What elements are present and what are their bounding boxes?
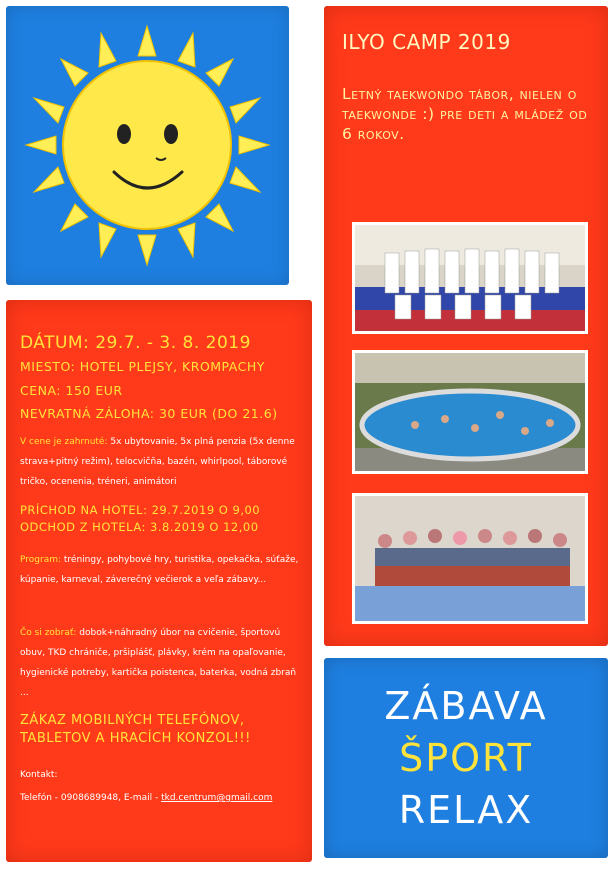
contact-label: Kontakt:: [20, 770, 58, 780]
slogan-fun: ZÁBAVA: [384, 684, 548, 728]
sun-panel: [6, 6, 289, 285]
included-paragraph: [20, 432, 302, 492]
contact-email-link[interactable]: tkd.centrum@gmail.com: [161, 793, 273, 803]
program-label: Program:: [20, 555, 62, 565]
photo-group-carnival: [352, 493, 588, 624]
slogan-sport: ŠPORT: [399, 736, 533, 780]
departure-time: ODCHOD Z HOTELA: 3.8.2019 O 12,00: [20, 520, 259, 534]
camp-price: CENA: 150 EUR: [20, 383, 123, 398]
program-text: tréningy, pohybové hry, turistika, opekačka, súťaže, kúpanie, karneval, záverečný večierok a veľa zábavy...: [20, 555, 299, 585]
camp-date: DÁTUM: 29.7. - 3. 8. 2019: [20, 333, 251, 353]
included-label: V cene je zahrnuté:: [20, 437, 108, 447]
left-eye: [117, 124, 131, 144]
camp-place: MIESTO: HOTEL PLEJSY, KROMPACHY: [20, 359, 265, 374]
contact-line: [20, 793, 272, 803]
program-paragraph: [20, 550, 302, 590]
photo-pool: [352, 350, 588, 474]
slogan-relax: RELAX: [398, 788, 534, 832]
contact-phone: Telefón - 0908689948, E-mail -: [20, 793, 159, 803]
camp-description: Letný taekwondo tábor, nielen o taekwonde :) pre deti a mládež od 6 rokov.: [342, 85, 588, 143]
bring-text: dobok+náhradný úbor na cvičenie, športovú obuv, TKD chrániče, pršiplášť, plávky, krém na opaľovanie, hygienické potreby, kartička poistenca, baterka, vodná zbraň ...: [20, 628, 297, 698]
bring-label: Čo si zobrať:: [20, 628, 77, 638]
right-eye: [164, 124, 178, 144]
device-ban-notice: ZÁKAZ MOBILNÝCH TELEFÓNOV, TABLETOV A HRACÍCH KONZOL!!!: [20, 713, 251, 746]
photo-group-taekwondo: [352, 222, 588, 334]
bring-paragraph: [20, 623, 302, 703]
camp-deposit: NEVRATNÁ ZÁLOHA: 30 EUR (DO 21.6): [20, 406, 278, 421]
arrival-time: PRÍCHOD NA HOTEL: 29.7.2019 O 9,00: [20, 503, 261, 517]
camp-title: ILYO CAMP 2019: [342, 30, 511, 54]
included-text: 5x ubytovanie, 5x plná penzia (5x denne strava+pitný režim), telocvičňa, bazén, whirlpool, táborové tričko, ocenenia, tréneri, animátori: [20, 437, 295, 487]
sun-icon: [6, 6, 289, 285]
